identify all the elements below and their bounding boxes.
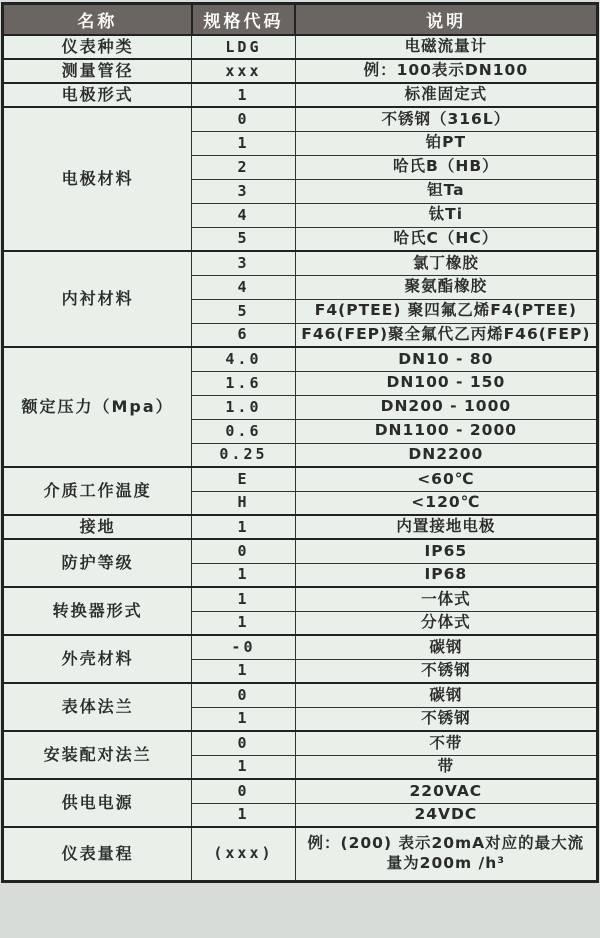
table-row [3, 83, 598, 107]
spec-code-cell: 5 [192, 227, 296, 251]
spec-desc-cell: 分体式 [295, 611, 597, 635]
spec-code-cell: 4.0 [192, 347, 296, 371]
table-row [3, 779, 598, 803]
spec-code-cell: 2 [192, 155, 296, 179]
spec-desc-cell: IP65 [295, 539, 597, 563]
spec-code-cell: 6 [192, 323, 296, 347]
spec-desc-cell: 碳钢 [295, 683, 597, 707]
spec-desc-cell: 钛Ti [295, 203, 597, 227]
row-group-name: 介质工作温度 [3, 467, 192, 515]
header-row [3, 4, 598, 36]
spec-desc-cell: 带 [295, 755, 597, 779]
table-row [3, 347, 598, 371]
spec-code-cell: 0.6 [192, 419, 296, 443]
spec-code-cell: 1 [192, 803, 296, 827]
spec-desc-cell: 内置接地电极 [295, 515, 597, 539]
spec-desc-cell: 例：(200) 表示20mA对应的最大流量为200m /h³ [295, 827, 597, 881]
spec-table [1, 2, 599, 883]
spec-code-cell: 1 [192, 611, 296, 635]
row-group-name: 额定压力（Mpa） [3, 347, 192, 467]
row-group-name: 防护等级 [3, 539, 192, 587]
table-row [3, 59, 598, 83]
row-group-name: 接地 [3, 515, 192, 539]
spec-code-cell: 0 [192, 539, 296, 563]
spec-desc-cell: IP68 [295, 563, 597, 587]
table-row [3, 539, 598, 563]
spec-desc-cell: DN1100 - 2000 [295, 419, 597, 443]
spec-desc-cell: 哈氏B（HB） [295, 155, 597, 179]
spec-code-cell: 1 [192, 587, 296, 611]
spec-desc-cell: 不带 [295, 731, 597, 755]
spec-code-cell: 0 [192, 107, 296, 131]
spec-code-cell: 3 [192, 251, 296, 275]
spec-code-cell: 1 [192, 563, 296, 587]
spec-code-cell: 0 [192, 731, 296, 755]
spec-desc-cell: 电磁流量计 [295, 35, 597, 59]
table-row [3, 251, 598, 275]
spec-code-cell: 1 [192, 131, 296, 155]
spec-desc-cell: F4(PTEE) 聚四氟乙烯F4(PTEE) [295, 299, 597, 323]
row-group-name: 安装配对法兰 [3, 731, 192, 779]
spec-desc-cell: 一体式 [295, 587, 597, 611]
header-code: 规格代码 [192, 4, 296, 36]
table-row [3, 515, 598, 539]
spec-code-cell: 1 [192, 515, 296, 539]
spec-desc-cell: 钽Ta [295, 179, 597, 203]
spec-desc-cell: DN2200 [295, 443, 597, 467]
spec-desc-cell: 24VDC [295, 803, 597, 827]
table-body [3, 35, 598, 881]
spec-code-cell: 1 [192, 659, 296, 683]
spec-code-cell: 0.25 [192, 443, 296, 467]
table-row [3, 35, 598, 59]
spec-code-cell: 1 [192, 755, 296, 779]
table-row [3, 731, 598, 755]
spec-code-cell: 1 [192, 83, 296, 107]
spec-desc-cell: 哈氏C（HC） [295, 227, 597, 251]
spec-code-cell: 4 [192, 203, 296, 227]
spec-desc-cell: 聚氨酯橡胶 [295, 275, 597, 299]
spec-code-cell: xxx [192, 59, 296, 83]
spec-code-cell: 5 [192, 299, 296, 323]
row-group-name: 仪表量程 [3, 827, 192, 881]
spec-desc-cell: DN100 - 150 [295, 371, 597, 395]
spec-desc-cell: 不锈钢（316L） [295, 107, 597, 131]
spec-code-cell: 0 [192, 779, 296, 803]
row-group-name: 测量管径 [3, 59, 192, 83]
table-row [3, 107, 598, 131]
spec-desc-cell: 不锈钢 [295, 707, 597, 731]
table-row [3, 587, 598, 611]
row-group-name: 内衬材料 [3, 251, 192, 347]
spec-desc-cell: 碳钢 [295, 635, 597, 659]
header-name: 名称 [3, 4, 192, 36]
row-group-name: 外壳材料 [3, 635, 192, 683]
row-group-name: 仪表种类 [3, 35, 192, 59]
spec-desc-cell: <120℃ [295, 491, 597, 515]
table-row [3, 467, 598, 491]
table-row [3, 827, 598, 881]
spec-code-cell: LDG [192, 35, 296, 59]
spec-code-cell: H [192, 491, 296, 515]
spec-desc-cell: 例：100表示DN100 [295, 59, 597, 83]
spec-desc-cell: F46(FEP)聚全氟代乙丙烯F46(FEP) [295, 323, 597, 347]
spec-code-cell: E [192, 467, 296, 491]
table-row [3, 683, 598, 707]
spec-desc-cell: DN10 - 80 [295, 347, 597, 371]
spec-code-cell: 0 [192, 683, 296, 707]
table-header [3, 4, 598, 36]
row-group-name: 电极材料 [3, 107, 192, 251]
spec-code-cell: 1.6 [192, 371, 296, 395]
spec-desc-cell: 氯丁橡胶 [295, 251, 597, 275]
spec-desc-cell: <60℃ [295, 467, 597, 491]
row-group-name: 表体法兰 [3, 683, 192, 731]
spec-code-cell: -0 [192, 635, 296, 659]
spec-code-cell: 4 [192, 275, 296, 299]
spec-desc-cell: 不锈钢 [295, 659, 597, 683]
spec-desc-cell: 铂PT [295, 131, 597, 155]
spec-desc-cell: 220VAC [295, 779, 597, 803]
row-group-name: 转换器形式 [3, 587, 192, 635]
spec-desc-cell: DN200 - 1000 [295, 395, 597, 419]
spec-desc-cell: 标准固定式 [295, 83, 597, 107]
header-desc: 说明 [295, 4, 597, 36]
spec-code-cell: (xxx) [192, 827, 296, 881]
row-group-name: 电极形式 [3, 83, 192, 107]
table-row [3, 635, 598, 659]
spec-code-cell: 1 [192, 707, 296, 731]
spec-code-cell: 3 [192, 179, 296, 203]
spec-code-cell: 1.0 [192, 395, 296, 419]
row-group-name: 供电电源 [3, 779, 192, 827]
